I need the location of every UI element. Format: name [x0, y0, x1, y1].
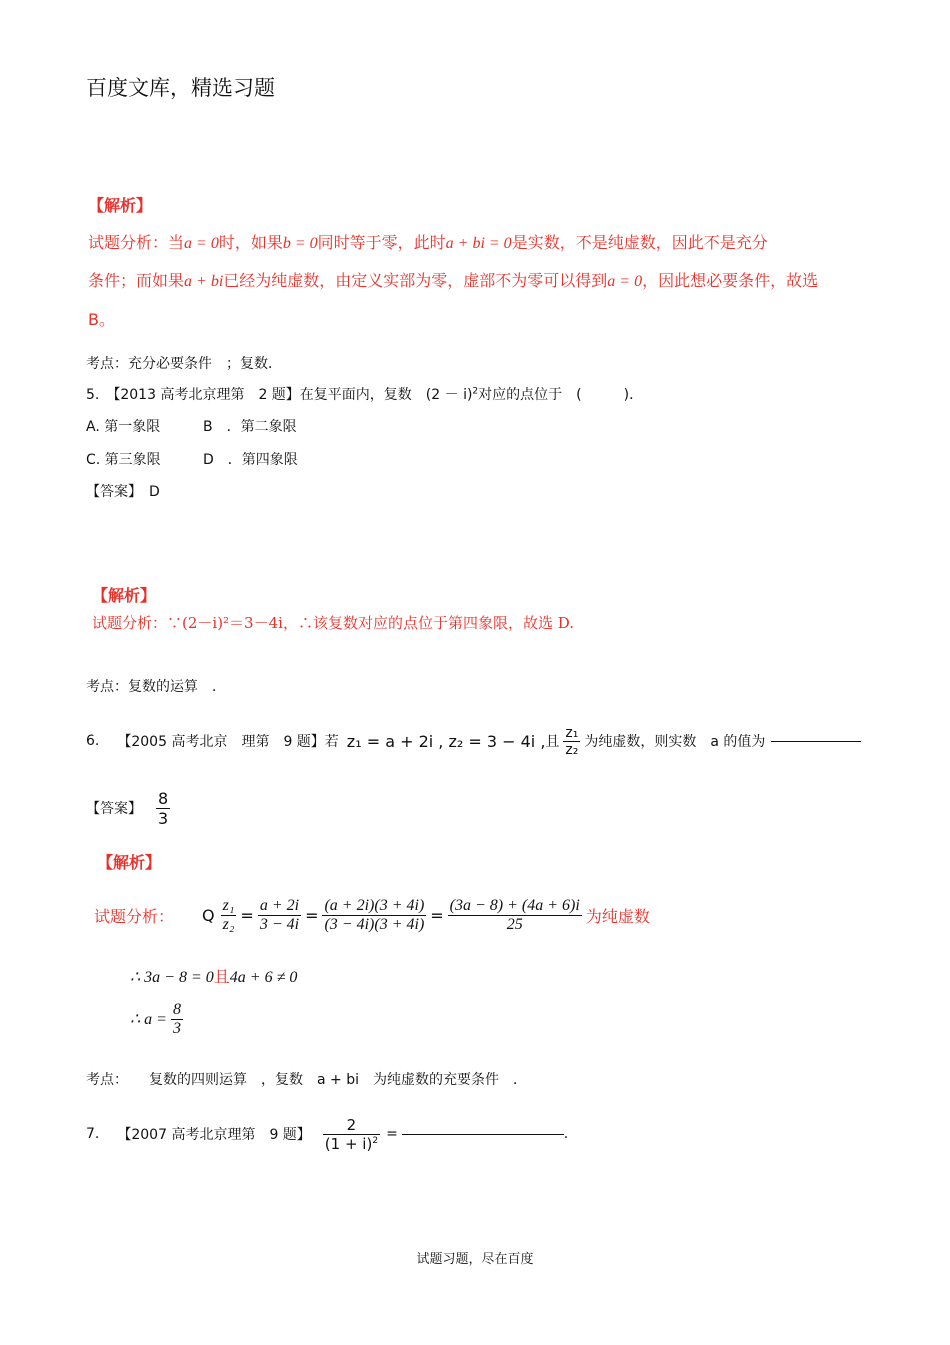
answer-blank-q6 — [771, 741, 861, 742]
answer-blank-q7 — [402, 1134, 564, 1135]
kaodian-1: 考点：充分必要条件 ；复数． — [86, 356, 282, 372]
question-5-stem: 5. 【2013 高考北京理第 2 题】在复平面内，复数 $(2 - i)^2$对应的点位于 ( )． — [86, 386, 644, 403]
analysis-step-1: ∴ 3a − 8 = 0且4a + 6 ≠ 0 — [130, 967, 298, 986]
fraction-step-2: $\frac{(a + 2i)(3 + 4i)}{(3 - 4i)(3 + 4i)}$ — [324, 896, 425, 933]
question-5-option-d: D ．第四象限 — [203, 452, 298, 468]
question-6-answer: 【答案】 $\frac{8}{3}$ — [86, 788, 169, 828]
analysis-line-3: B。 — [88, 310, 115, 329]
fraction-step-3: $\frac{(3a - 8) + (4a + 6)i}{25}$ — [449, 896, 580, 933]
page-footer: 试题习题，尽在百度 — [416, 1252, 534, 1267]
result-fraction: $\frac{8}{3}$ — [172, 1000, 181, 1037]
fraction-z1-z2: $\frac{\text{z₁}}{\text{z₂}}$ — [222, 896, 235, 933]
question-7-fraction: $\frac{2}{(1 + i)^2}$ — [324, 1115, 379, 1153]
page-header-title: 百度文库，精选习题 — [86, 76, 275, 100]
question-6-stem: 6. 【2005 高考北京 理第 9 题】若 z₁ = a + 2i , z₂ = 3 − 4i , 且 $\frac{\text{z₁}}{\text{z₂}}$ 为纯虚数，则实数 a 的值为 — [86, 718, 861, 764]
answer-fraction: $\frac{8}{3}$ — [158, 788, 169, 828]
analysis-derivation: 试题分析： Q $\frac{\text{z₁}}{\text{z₂}}$ = $\frac{a + 2i}{3 - 4i}$ = $\frac{(a + 2i)(3 + 4i)}{(3 - 4i)(3 + 4i)}$ = $\frac{(3a - 8) + (4a + 6)i}{25}$ 为纯虚数 — [94, 896, 650, 933]
question-5-option-a: A. 第一象限 — [86, 419, 161, 435]
question-7-stem: 7. 【2007 高考北京理第 9 题】 $\frac{2}{(1 + i)^2}$ = . — [86, 1115, 569, 1153]
analysis-line-q5: 试题分析：∵(2－i)²＝3－4i，∴该复数对应的点位于第四象限，故选 D. — [92, 614, 574, 632]
analysis-heading-2: 【解析】 — [92, 586, 157, 605]
analysis-step-2: ∴ a = $\frac{8}{3}$ — [130, 1000, 181, 1037]
analysis-line-2: 条件；而如果a + bi已经为纯虚数，由定义实部为零，虚部不为零可以得到a = 0，因此想必要条件，故选 — [88, 271, 819, 290]
z-ratio-fraction: $\frac{\text{z₁}}{\text{z₂}}$ — [565, 724, 579, 758]
analysis-heading-1: 【解析】 — [88, 196, 153, 215]
question-5-answer: 【答案】 D — [86, 484, 160, 500]
kaodian-2: 考点：复数的运算 ． — [86, 679, 226, 695]
question-5-option-b: B ．第二象限 — [203, 419, 297, 435]
question-5-option-c: C. 第三象限 — [86, 452, 161, 468]
analysis-heading-3: 【解析】 — [97, 853, 162, 872]
fraction-step-1: $\frac{a + 2i}{3 - 4i}$ — [259, 896, 300, 933]
kaodian-3: 考点： 复数的四则运算 ，复数 a + bi 为纯虚数的充要条件 ． — [86, 1072, 527, 1088]
analysis-line-1: 试题分析：当a = 0时，如果b = 0同时等于零，此时a + bi = 0是实数，不是纯虚数，因此不是充分 — [88, 233, 768, 252]
